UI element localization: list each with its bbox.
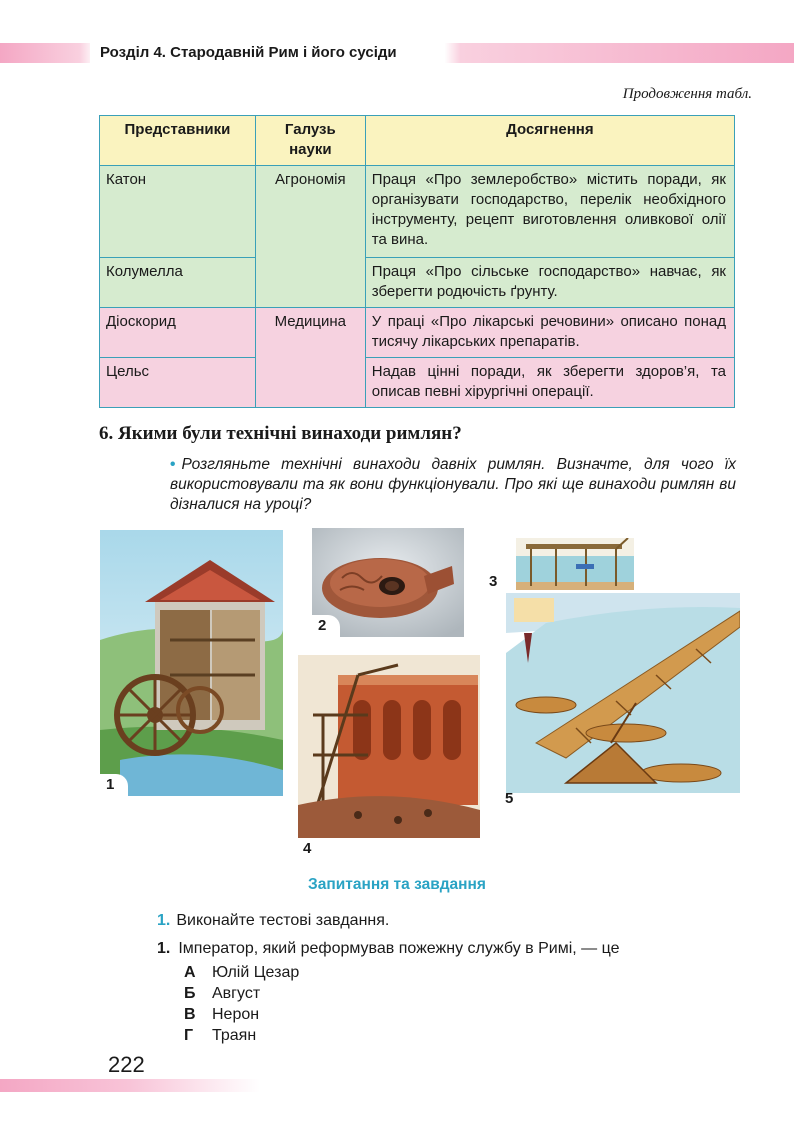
option-letter: Б [184, 985, 196, 1002]
achievement-cell: Праця «Про сільське господарство» навчає, як зберегти родючість ґрунту. [365, 258, 734, 308]
option-text: Август [212, 985, 261, 1002]
answer-option [184, 1025, 299, 1046]
person-cell: Цельс [100, 358, 256, 408]
achievement-cell: Надав цінні поради, як зберегти здоров’я, та описав певні хірургічні операції. [365, 358, 734, 408]
aqueduct-construction-image [298, 655, 480, 838]
answer-options [184, 962, 299, 1046]
answer-option [184, 983, 299, 1004]
achievement-cell: Праця «Про землеробство» містить поради, як організувати господарство, перелік необхідного інструменту, рецепт виготовлення оливкової олії та вина. [365, 166, 734, 258]
figure-label: 3 [489, 573, 498, 590]
field-cell: Медицина [255, 308, 365, 408]
option-text: Траян [212, 1027, 257, 1044]
pontoon-bridge-image [506, 593, 740, 793]
person-cell: Катон [100, 166, 256, 258]
figure-label: 4 [303, 840, 312, 857]
achievement-cell: У праці «Про лікарські речовини» описано понад тисячу лікарських препаратів. [365, 308, 734, 358]
section-title: 6. Якими були технічні винаходи римлян? [99, 423, 462, 444]
task-instruction: Розгляньте технічні винаходи давніх римлян. Визначте, для чого їх використовували та як вони функціонували. Про які ще винаходи римлян ви дізналися на уроці? [170, 456, 736, 513]
option-text: Юлій Цезар [212, 964, 300, 981]
column-header-achievements: Досягнення [365, 116, 734, 166]
bridge-construction-image [516, 538, 634, 590]
option-letter: А [184, 964, 196, 981]
task-text [170, 455, 736, 515]
figure-label: 1 [100, 774, 128, 796]
question-number: 1. [157, 940, 171, 957]
footer-band [0, 1079, 260, 1092]
task-item-text: Виконайте тестові завдання. [176, 912, 390, 929]
test-question [157, 940, 620, 958]
chapter-title: Розділ 4. Стародавній Рим і його сусіди [90, 43, 407, 63]
table-row [100, 308, 735, 358]
question-text: Імператор, який реформував пожежну службу в Римі, — це [178, 940, 620, 957]
person-cell: Діоскорид [100, 308, 256, 358]
page-number: 222 [108, 1052, 145, 1077]
figure-label: 2 [312, 615, 340, 637]
option-letter: Г [184, 1027, 194, 1044]
questions-heading: Запитання та завдання [308, 876, 486, 893]
bullet-icon: • [170, 456, 176, 473]
column-header-field: Галузь науки [255, 116, 365, 166]
task-number: 1. [157, 912, 171, 929]
table-row [100, 358, 735, 408]
option-letter: В [184, 1006, 196, 1023]
figure-label: 5 [505, 790, 514, 807]
table-row [100, 166, 735, 258]
scientists-table [99, 115, 735, 408]
table-continuation-label: Продовження табл. [622, 86, 752, 102]
table-row [100, 258, 735, 308]
answer-option [184, 962, 299, 983]
person-cell: Колумелла [100, 258, 256, 308]
watermill-image [100, 530, 283, 796]
table-header-row [100, 116, 735, 166]
answer-option [184, 1004, 299, 1025]
oil-lamp-image [312, 528, 464, 637]
field-cell: Агрономія [255, 166, 365, 308]
option-text: Нерон [212, 1006, 260, 1023]
task-item [157, 912, 389, 930]
column-header-representatives: Представники [100, 116, 256, 166]
